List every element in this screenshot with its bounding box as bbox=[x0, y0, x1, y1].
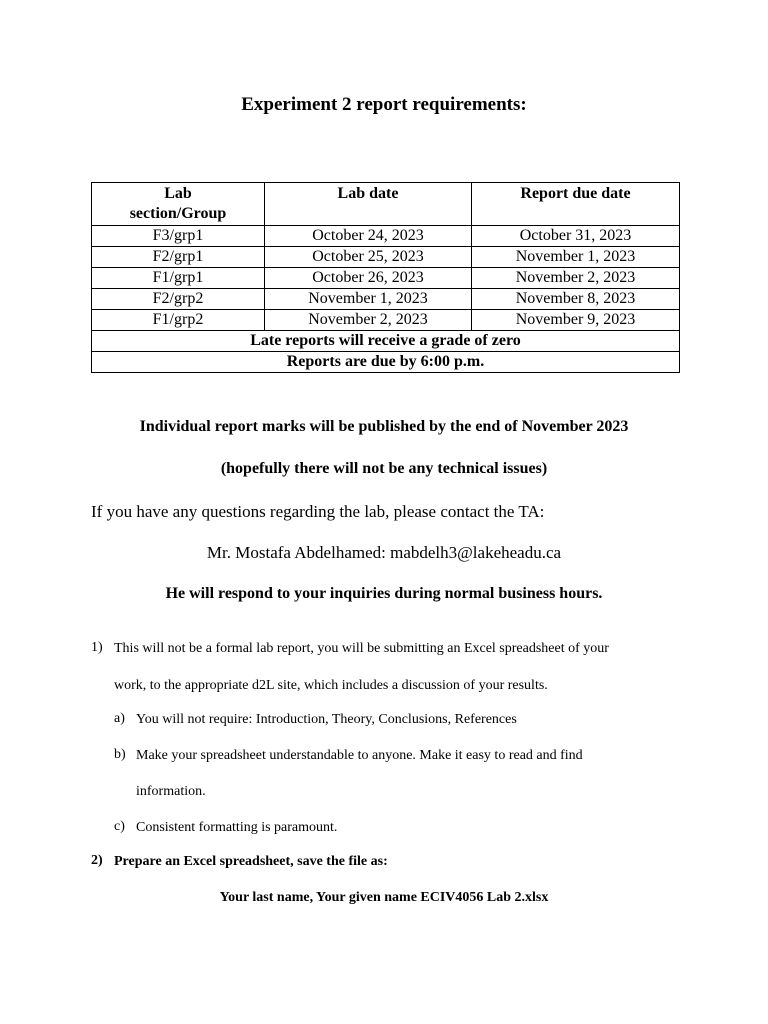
header-lab-date: Lab date bbox=[265, 183, 472, 226]
table-header-row bbox=[92, 183, 680, 226]
ta-contact: Mr. Mostafa Abdelhamed: mabdelh3@lakeheadu.ca bbox=[206, 543, 562, 562]
cell-lab-date: October 26, 2023 bbox=[265, 268, 472, 289]
cell-lab-date: November 2, 2023 bbox=[265, 310, 472, 331]
table-row bbox=[92, 310, 680, 331]
sub-item-text: Make your spreadsheet understandable to anyone. Make it easy to read and find bbox=[136, 748, 583, 763]
header-report-due-date: Report due date bbox=[472, 183, 680, 226]
schedule-table bbox=[91, 182, 680, 373]
cell-due-date: November 8, 2023 bbox=[472, 289, 680, 310]
cell-due-date: November 1, 2023 bbox=[472, 247, 680, 268]
item-text-line: Prepare an Excel spreadsheet, save the file as: bbox=[114, 854, 388, 869]
late-reports-note: Late reports will receive a grade of zero bbox=[92, 331, 680, 352]
cell-group: F1/grp1 bbox=[92, 268, 265, 289]
technical-notice: (hopefully there will not be any technical issues) bbox=[220, 460, 548, 477]
cell-due-date: October 31, 2023 bbox=[472, 226, 680, 247]
sub-item-marker: a) bbox=[114, 711, 125, 726]
cell-lab-date: November 1, 2023 bbox=[265, 289, 472, 310]
table-footer-time bbox=[92, 352, 680, 373]
item-text-line: This will not be a formal lab report, you will be submitting an Excel spreadsheet of your bbox=[114, 641, 609, 656]
cell-group: F2/grp2 bbox=[92, 289, 265, 310]
sub-item-text: You will not require: Introduction, Theory, Conclusions, References bbox=[136, 712, 517, 727]
table-row bbox=[92, 247, 680, 268]
cell-lab-date: October 25, 2023 bbox=[265, 247, 472, 268]
business-hours-note: He will respond to your inquiries during normal business hours. bbox=[165, 585, 603, 602]
due-time-note: Reports are due by 6:00 p.m. bbox=[92, 352, 680, 373]
marks-notice: Individual report marks will be published by the end of November 2023 bbox=[139, 418, 629, 435]
item-marker: 2) bbox=[91, 853, 103, 868]
sub-item-text: Consistent formatting is paramount. bbox=[136, 820, 338, 835]
table-row bbox=[92, 289, 680, 310]
header-lab-section: Lab section/Group bbox=[92, 183, 265, 226]
sub-item-marker: b) bbox=[114, 747, 126, 762]
contact-intro: If you have any questions regarding the lab, please contact the TA: bbox=[91, 502, 545, 521]
cell-group: F1/grp2 bbox=[92, 310, 265, 331]
item-text-line: work, to the appropriate d2L site, which includes a discussion of your results. bbox=[114, 678, 548, 693]
sub-item-text: information. bbox=[136, 784, 206, 799]
sub-item-marker: c) bbox=[114, 819, 125, 834]
table-row bbox=[92, 268, 680, 289]
cell-group: F2/grp1 bbox=[92, 247, 265, 268]
filename-format: Your last name, Your given name ECIV4056 Lab 2.xlsx bbox=[219, 890, 549, 905]
table-row bbox=[92, 226, 680, 247]
item-marker: 1) bbox=[91, 640, 103, 655]
cell-due-date: November 9, 2023 bbox=[472, 310, 680, 331]
page-title: Experiment 2 report requirements: bbox=[241, 94, 527, 115]
cell-lab-date: October 24, 2023 bbox=[265, 226, 472, 247]
table-footer-late bbox=[92, 331, 680, 352]
cell-due-date: November 2, 2023 bbox=[472, 268, 680, 289]
cell-group: F3/grp1 bbox=[92, 226, 265, 247]
